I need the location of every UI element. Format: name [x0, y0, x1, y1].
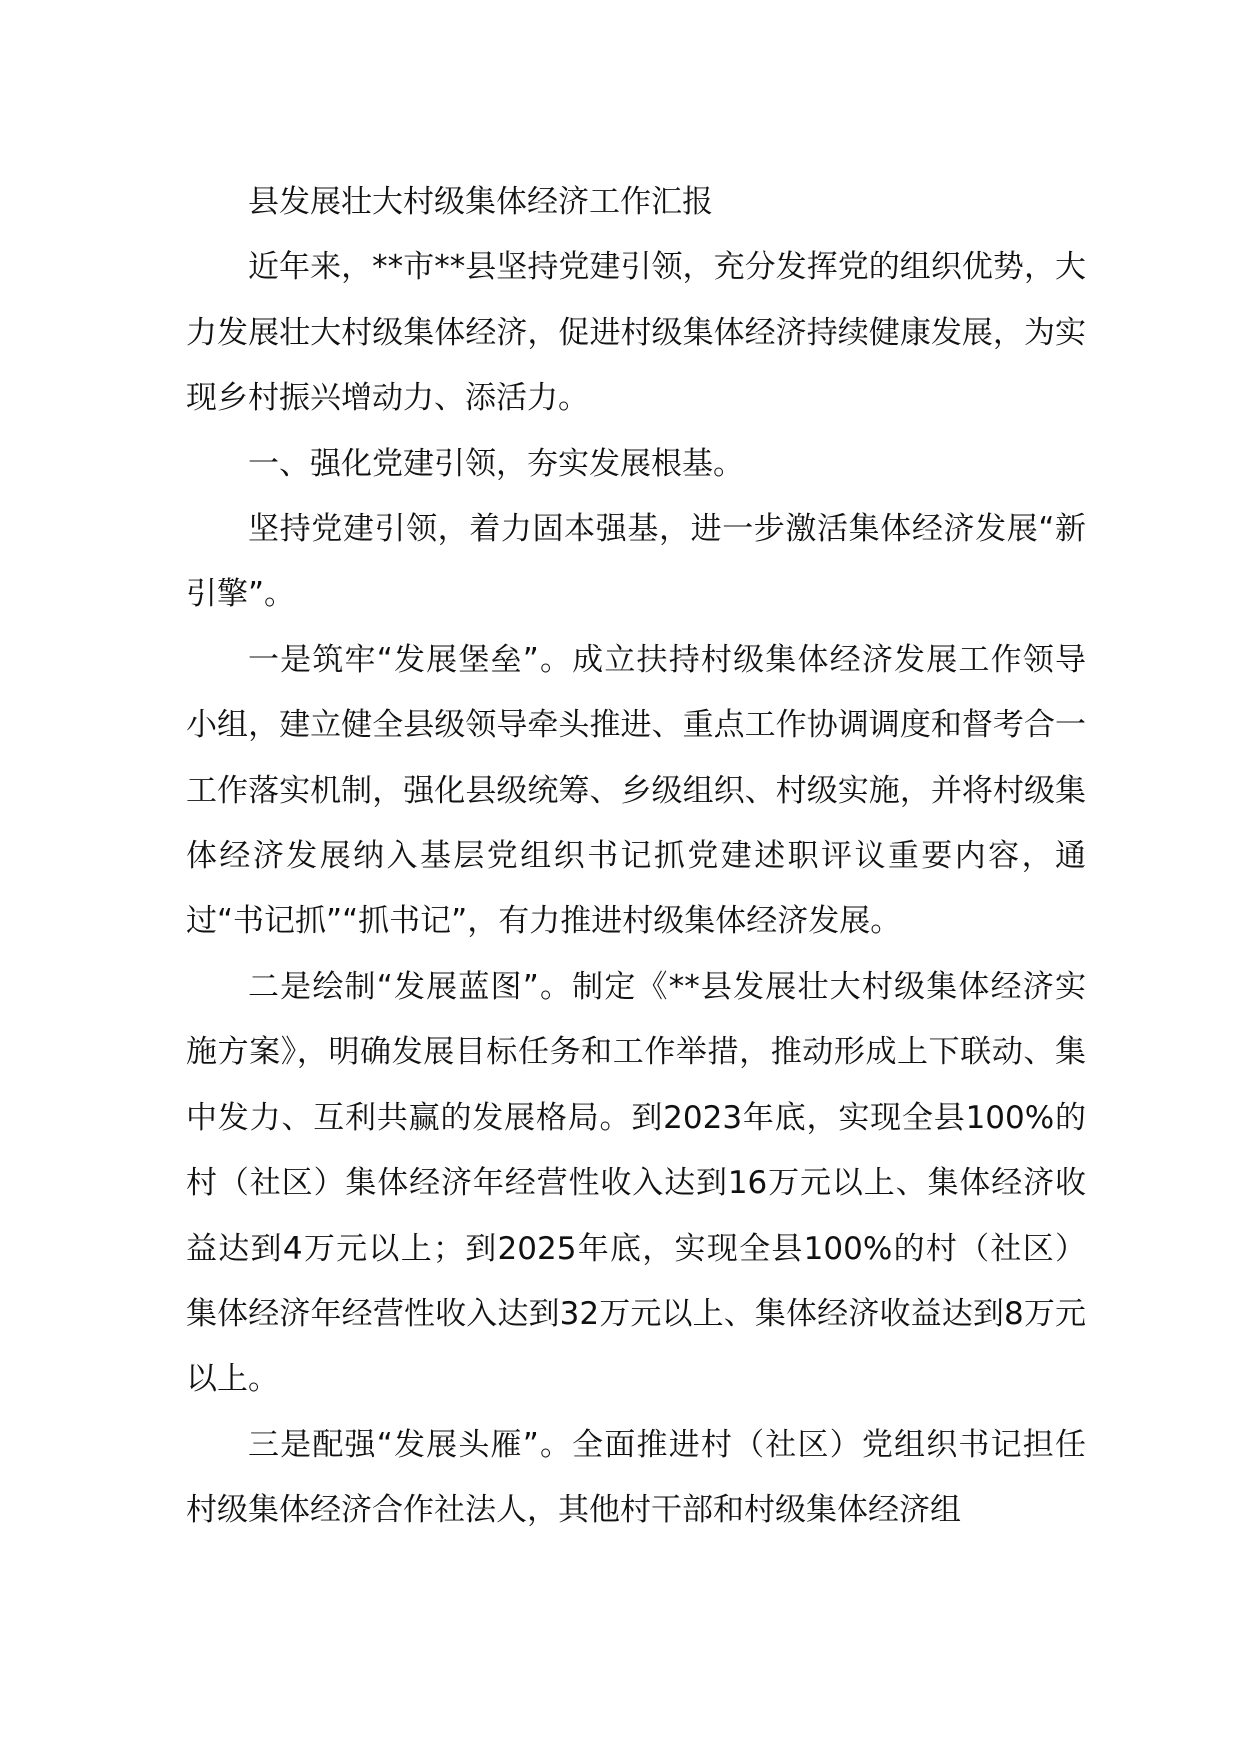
intro-paragraph: 近年来，**市**县坚持党建引领，充分发挥党的组织优势，大力发展壮大村级集体经济，促进村级集体经济持续健康发展，为实现乡村振兴增动力、添活力。: [186, 249, 1086, 417]
point-paragraph-1: 一是筑牢“发展堡垒”。成立扶持村级集体经济发展工作领导小组，建立健全县级领导牵头推进、重点工作协调调度和督考合一工作落实机制，强化县级统筹、乡级组织、村级实施，并将村级集体经济发展纳入基层党组织书记抓党建述职评议重要内容，通过“书记抓”“抓书记”，有力推进村级集体经济发展。: [186, 641, 1086, 940]
point-paragraph-2: 二是绘制“发展蓝图”。制定《**县发展壮大村级集体经济实施方案》，明确发展目标任务和工作举措，推动形成上下联动、集中发力、互利共赢的发展格局。到2023年底，实现全县100%的村（社区）集体经济年经营性收入达到16万元以上、集体经济收益达到4万元以上；到2025年底，实现全县100%的村（社区）集体经济年经营性收入达到32万元以上、集体经济收益达到8万元以上。: [186, 968, 1086, 1398]
point-paragraph-3: 三是配强“发展头雁”。全面推进村（社区）党组织书记担任村级集体经济合作社法人，其他村干部和村级集体经济组: [186, 1426, 1086, 1529]
section-heading: 一、强化党建引领，夯实发展根基。: [248, 445, 744, 482]
document-body: [186, 170, 1086, 1544]
document-title: 县发展壮大村级集体经济工作汇报: [248, 184, 713, 220]
section-lead-paragraph: 坚持党建引领，着力固本强基，进一步激活集体经济发展“新引擎”。: [186, 511, 1086, 613]
